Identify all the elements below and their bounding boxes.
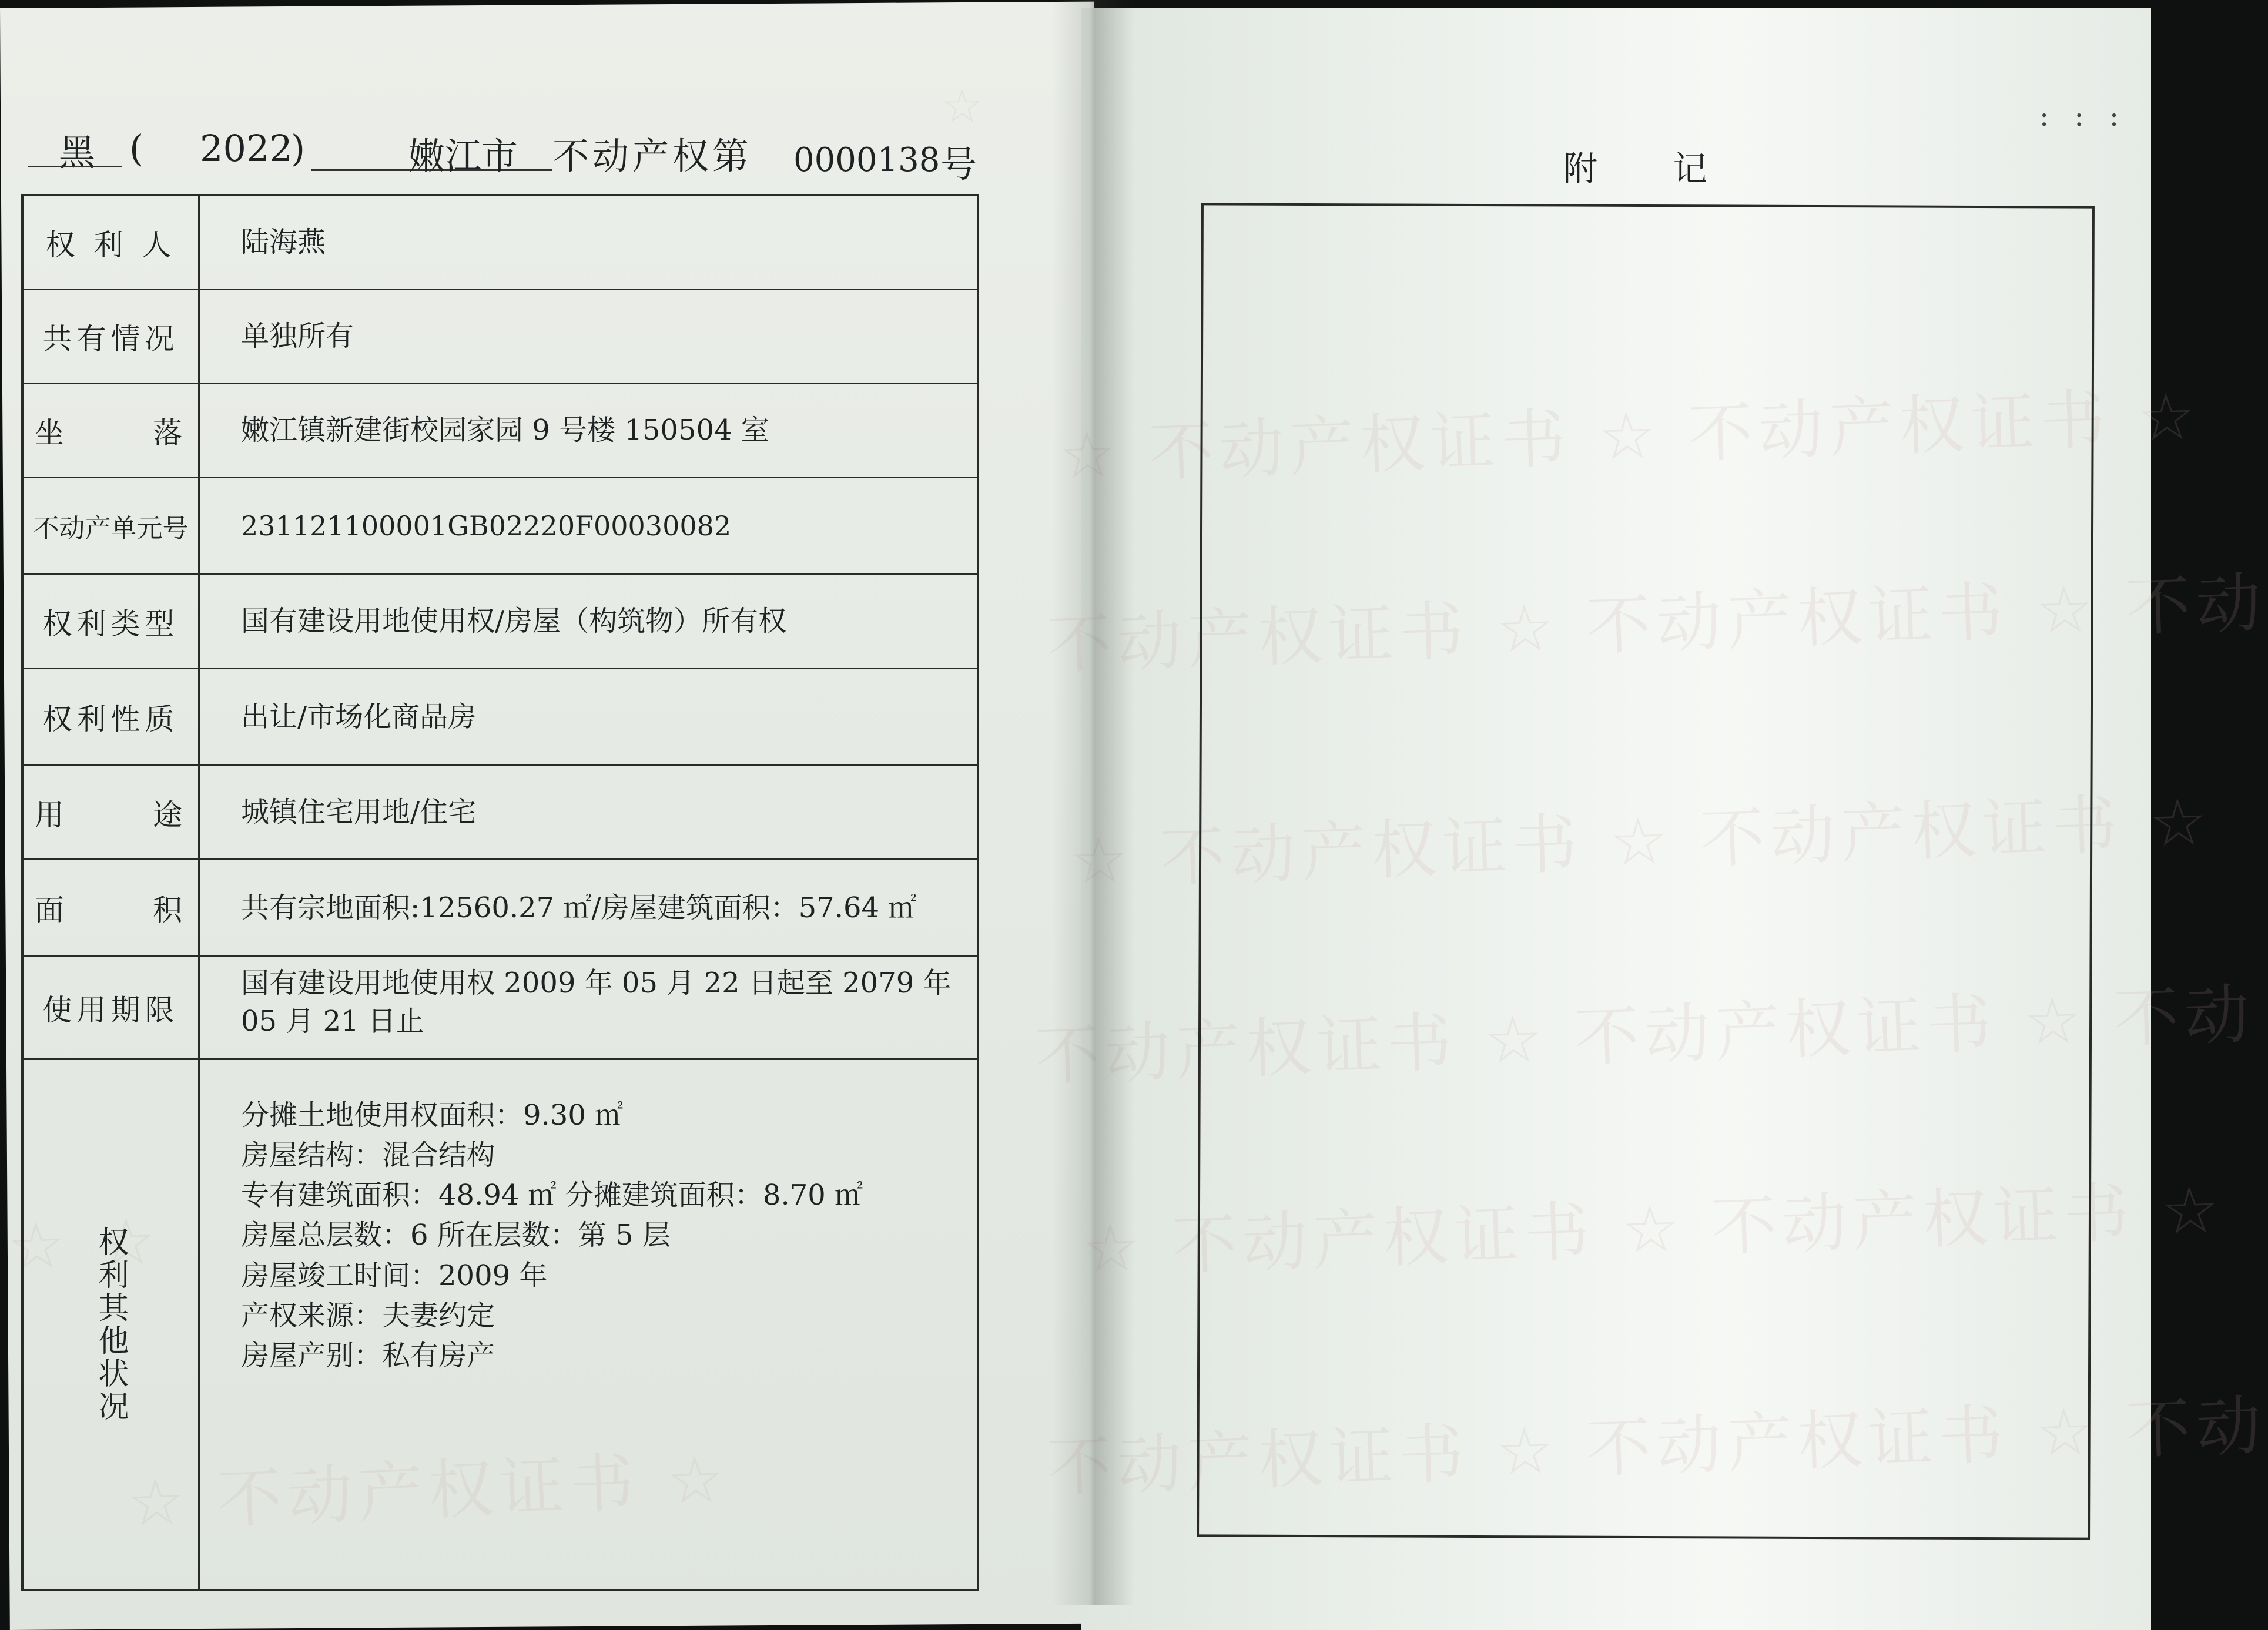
header-province: 黑	[59, 131, 96, 174]
row-label: 权 利 人	[24, 196, 200, 289]
appendix-title	[1563, 141, 1707, 190]
table-row-right-nature	[24, 669, 977, 766]
table-row-other-status	[24, 1060, 977, 1589]
header-certificate-number: 0000138	[793, 141, 940, 179]
row-value: 嫩江镇新建街校园家园 9 号楼 150504 室	[241, 414, 769, 447]
row-label: 共有情况	[24, 290, 200, 383]
row-label: 坐 落	[24, 384, 200, 477]
appendix-box	[1197, 203, 2095, 1540]
term-line-2: 05 月 21 日止	[241, 1004, 424, 1038]
table-row-location	[24, 384, 977, 478]
row-value: 共有宗地面积:12560.27 ㎡/房屋建筑面积：57.64 ㎡	[241, 891, 917, 924]
row-label: 使用期限	[24, 957, 200, 1058]
other-line: 房屋结构：混合结构	[241, 1139, 495, 1172]
table-row-rights-holder	[24, 196, 977, 290]
watermark-pattern: ☆ ☆	[6, 1203, 163, 1285]
other-status-lines	[200, 1060, 977, 1589]
term-line-1: 国有建设用地使用权 2009 年 05 月 22 日起至 2079 年	[241, 967, 952, 1000]
table-row-usage	[24, 766, 977, 860]
watermark-pattern: ☆ 不动产权证书 ☆	[125, 1441, 732, 1541]
other-line: 分摊土地使用权面积：9.30 ㎡	[241, 1099, 624, 1132]
corner-marks: : : :	[2039, 100, 2128, 133]
watermark-pattern: 不动产权证书 ☆ 不动产权证书 ☆ 不动	[1045, 1387, 2268, 1506]
row-label: 权利其他状况	[24, 1060, 200, 1589]
watermark-pattern: 不动产权证书 ☆ 不动产权证书 ☆ 不动	[1033, 976, 2257, 1095]
other-line: 产权来源：夫妻约定	[241, 1299, 495, 1332]
row-value: 国有建设用地使用权/房屋（构筑物）所有权	[241, 605, 787, 638]
header-title: 不动产权第	[552, 135, 753, 177]
row-value: 出让/市场化商品房	[241, 700, 477, 733]
property-rights-table	[21, 194, 979, 1591]
table-row-unit-number	[24, 478, 977, 575]
header-hao: 号	[940, 143, 977, 186]
other-line: 房屋总层数：6 所在层数：第 5 层	[241, 1219, 671, 1252]
header-left-paren: (	[129, 127, 144, 170]
watermark-pattern: 不动产权证书 ☆ 不动产权证书 ☆ 不动	[1045, 565, 2268, 683]
row-value: 单独所有	[241, 320, 354, 353]
table-row-co-ownership	[24, 290, 977, 384]
row-value: 城镇住宅用地/住宅	[241, 796, 477, 829]
header-right-paren: )	[291, 127, 306, 170]
header-city: 嫩江市	[408, 135, 518, 177]
watermark-star: ☆	[940, 78, 984, 134]
row-label: 面 积	[24, 860, 200, 955]
watermark-pattern: ☆ 不动产权证书 ☆ 不动产权证书 ☆	[1080, 1172, 2226, 1287]
row-value: 231121100001GB02220F00030082	[241, 509, 732, 542]
watermark-pattern: ☆ 不动产权证书 ☆ 不动产权证书 ☆	[1057, 378, 2203, 494]
row-label: 权利性质	[24, 669, 200, 764]
row-label: 不动产单元号	[24, 478, 200, 573]
table-row-area	[24, 860, 977, 957]
appendix-title-char-1: 附	[1563, 149, 1598, 189]
row-value: 陆海燕	[241, 226, 326, 259]
book-spine	[1052, 0, 1134, 1605]
appendix-title-char-2: 记	[1673, 149, 1707, 189]
row-label: 用 途	[24, 766, 200, 858]
other-line: 房屋竣工时间：2009 年	[241, 1259, 548, 1292]
certificate-header	[24, 112, 1023, 186]
row-label: 权利类型	[24, 575, 200, 668]
other-line: 房屋产别：私有房产	[241, 1339, 495, 1372]
row-value	[200, 957, 977, 1058]
table-row-term	[24, 957, 977, 1060]
header-underline	[28, 166, 122, 167]
watermark-pattern: ☆ 不动产权证书 ☆ 不动产权证书 ☆	[1068, 784, 2215, 899]
table-row-right-type	[24, 575, 977, 669]
header-year: 2022	[200, 127, 293, 170]
other-line: 专有建筑面积：48.94 ㎡ 分摊建筑面积：8.70 ㎡	[241, 1179, 863, 1212]
